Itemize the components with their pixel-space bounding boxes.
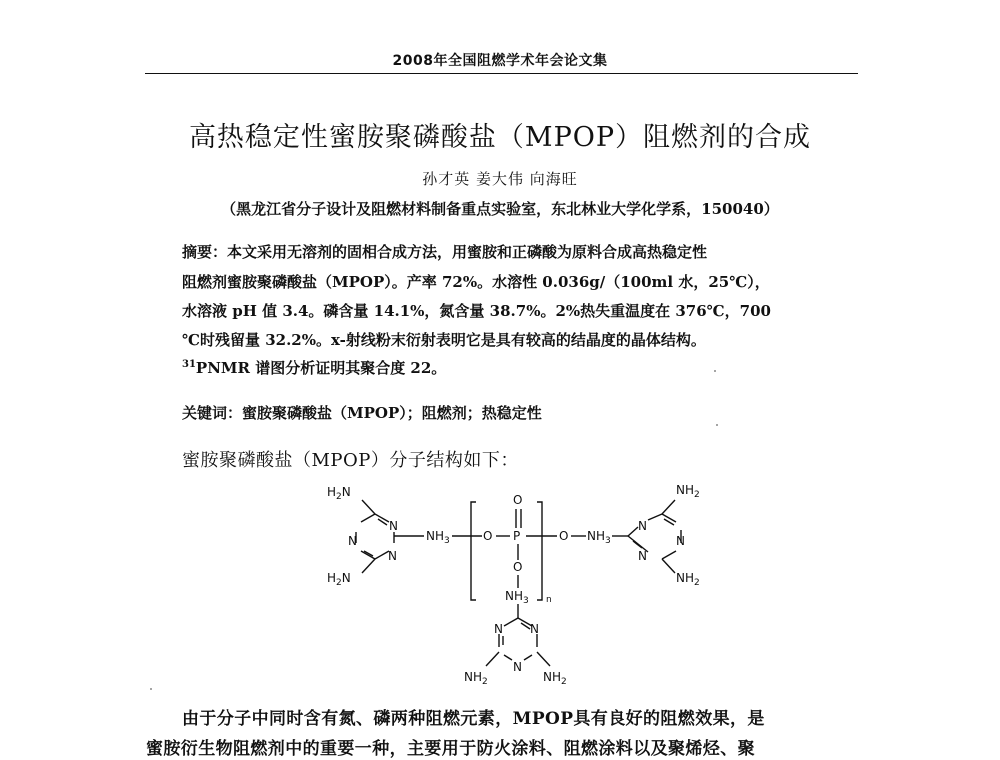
o-label-bottom: O [513, 560, 523, 574]
ring-n-label: N [388, 549, 397, 563]
nh3-label-right: $NH_3$ [587, 529, 611, 546]
phosphate-chain [452, 502, 557, 600]
nh2-label-bottom-right: $NH_2$ [543, 670, 567, 687]
paper-affiliation: （黑龙江省分子设计及阻燃材料制备重点实验室，东北林业大学化学系，150040） [221, 200, 779, 218]
abstract-last-line-text: PNMR 谱图分析证明其聚合度 22。 [195, 359, 447, 377]
running-header: 2008年全国阻燃学术年会论文集 [392, 53, 608, 69]
o-label-top: O [513, 493, 523, 507]
nh3-label-left: $NH_3$ [426, 529, 450, 546]
abstract-line: 摘要：本文采用无溶剂的固相合成方法，用蜜胺和正磷酸为原料合成高热稳定性 [182, 243, 708, 261]
p-label: P [513, 529, 521, 543]
ring-n-label: N [513, 660, 522, 674]
nh2-label-bottom: $NH_2$ [676, 571, 700, 588]
h2n-label-bottom: $H_2N$ [327, 571, 351, 588]
h2n-label-top: $H_2N$ [327, 485, 351, 502]
nh3-label-center: $NH_3$ [505, 589, 529, 606]
isotope-superscript: 31 [182, 359, 196, 370]
body-line: 由于分子中同时含有氮、磷两种阻燃元素，MPOP具有良好的阻燃效果，是 [182, 709, 765, 729]
ring-n-label: N [638, 519, 647, 533]
abstract-line: ℃时残留量 32.2%。x-射线粉末衍射表明它是具有较高的结晶度的晶体结构。 [182, 331, 706, 349]
ring-n-label: N [494, 622, 503, 636]
o-label: O [483, 529, 493, 543]
body-line: 蜜胺衍生物阻燃剂中的重要一种，主要用于防火涂料、阻燃涂料以及聚烯烃、聚 [146, 739, 755, 759]
right-triazine-ring [628, 500, 681, 573]
o-label-right: O [559, 529, 569, 543]
nh2-label-top: $NH_2$ [676, 483, 700, 500]
paper-authors: 孙才英 姜大伟 向海旺 [422, 170, 578, 188]
repeat-n-label: n [546, 595, 552, 605]
ring-n-label: N [638, 549, 647, 563]
keywords: 关键词：蜜胺聚磷酸盐（MPOP）；阻燃剂；热稳定性 [182, 404, 542, 422]
nh2-label-bottom-left: $NH_2$ [464, 670, 488, 687]
ring-n-label: N [530, 622, 539, 636]
abstract-line: 水溶液 pH 值 3.4。磷含量 14.1%，氮含量 38.7%。2%热失重温度在 376℃，700 [182, 302, 771, 320]
structure-intro: 蜜胺聚磷酸盐（MPOP）分子结构如下： [182, 450, 519, 471]
abstract-line: 阻燃剂蜜胺聚磷酸盐（MPOP）。产率 72%。水溶性 0.036g/（100ml 水，25℃）， [182, 273, 770, 291]
ring-n-label: N [676, 534, 685, 548]
paper-title: 高热稳定性蜜胺聚磷酸盐（MPOP）阻燃剂的合成 [188, 122, 812, 153]
ring-n-label: N [348, 534, 357, 548]
ring-n-label: N [389, 519, 398, 533]
